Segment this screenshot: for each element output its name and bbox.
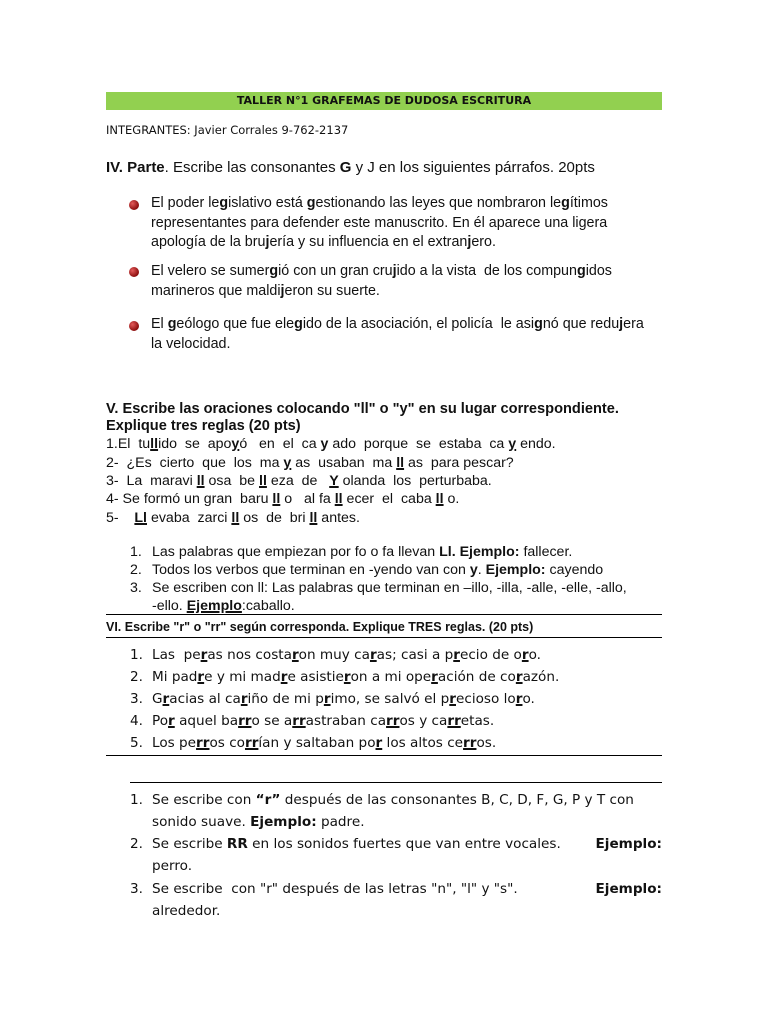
sentence-5: 5- Ll evaba zarci ll os de bri ll antes. (106, 510, 360, 526)
r-sentence-5: Los perros corrían y saltaban por los altos cerros. (152, 735, 497, 751)
ll-rule-number: 3. (130, 580, 142, 596)
paragraph-3: El geólogo que fue elegido de la asociación, el policía le asignó que redujera la velocidad. (151, 316, 644, 352)
ll-rule-number: 1. (130, 544, 142, 560)
ll-rule-2: Todos los verbos que terminan en -yendo van con y. Ejemplo: cayendo (152, 562, 604, 578)
worksheet-title: TALLER N°1 GRAFEMAS DE DUDOSA ESCRITURA (106, 92, 662, 110)
sentence-1: 1.El tullido se apoyó en el ca y ado porque se estaba ca y endo. (106, 436, 556, 452)
divider (130, 782, 662, 783)
r-rule-number: 2. (130, 836, 143, 852)
divider (106, 637, 662, 638)
r-sentence-numbers: 1. 2. 3. 4. 5. (130, 647, 143, 751)
divider (106, 614, 662, 615)
r-rule-1: Se escribe con “r” después de las consonantes B, C, D, F, G, P y T con sonido suave. Ejemplo: padre. (152, 792, 634, 830)
ll-rule-1: Las palabras que empiezan por fo o fa llevan Ll. Ejemplo: fallecer. (152, 544, 573, 560)
sentence-4: 4- Se formó un gran baru ll o al fa ll ecer el caba ll o. (106, 491, 460, 507)
part5-heading: V. Escribe las oraciones colocando "ll" o "y" en su lugar correspondiente. Explique tres reglas (20 pts) (106, 401, 619, 434)
part4-instruction: IV. Parte. Escribe las consonantes G y J en los siguientes párrafos. 20pts (106, 159, 595, 176)
sentence-3: 3- La maravi ll osa be ll eza de Y olanda los perturbaba. (106, 473, 492, 489)
r-rule-number: 1. (130, 792, 143, 808)
members-line: INTEGRANTES: Javier Corrales 9-762-2137 (106, 123, 349, 137)
r-sentences (152, 644, 672, 754)
r-sentence-1: Las peras nos costaron muy caras; casi a precio de oro. (152, 647, 541, 663)
r-rule-3: Se escribe con "r" después de las letras "n", "l" y "s". Ejemplo: alrededor. (152, 881, 662, 919)
bullet-icon (129, 267, 139, 277)
r-rule-2: Se escribe RR en los sonidos fuertes que van entre vocales. Ejemplo: perro. (152, 836, 662, 874)
paragraph-2: El velero se sumergió con un gran crujido a la vista de los compungidos marineros que maldijeron su suerte. (151, 263, 612, 299)
ll-rule-number: 2. (130, 562, 142, 578)
bullet-icon (129, 321, 139, 331)
sentence-2: 2- ¿Es cierto que los ma y as usaban ma ll as para pescar? (106, 455, 514, 471)
part6-heading: VI. Escribe "r" o "rr" según corresponda. Explique TRES reglas. (20 pts) (106, 620, 534, 634)
r-sentence-2: Mi padre y mi madre asistieron a mi operación de corazón. (152, 669, 560, 685)
r-rule-number: 3. (130, 881, 143, 897)
r-sentence-3: Gracias al cariño de mi primo, se salvó el precioso loro. (152, 691, 535, 707)
paragraph-1: El poder legislativo está gestionando las leyes que nombraron legítimos representantes para defender este manuscrito. En él aparece una ligera apología de la brujería y su influencia en el extranjero. (151, 195, 608, 250)
divider (106, 755, 662, 756)
r-sentence-4: Por aquel barro se arrastraban carros y carretas. (152, 713, 495, 729)
bullet-icon (129, 200, 139, 210)
ll-rule-3: Se escriben con ll: Las palabras que terminan en –illo, -illa, -alle, -elle, -allo, -ello. Ejemplo:caballo. (152, 580, 627, 614)
